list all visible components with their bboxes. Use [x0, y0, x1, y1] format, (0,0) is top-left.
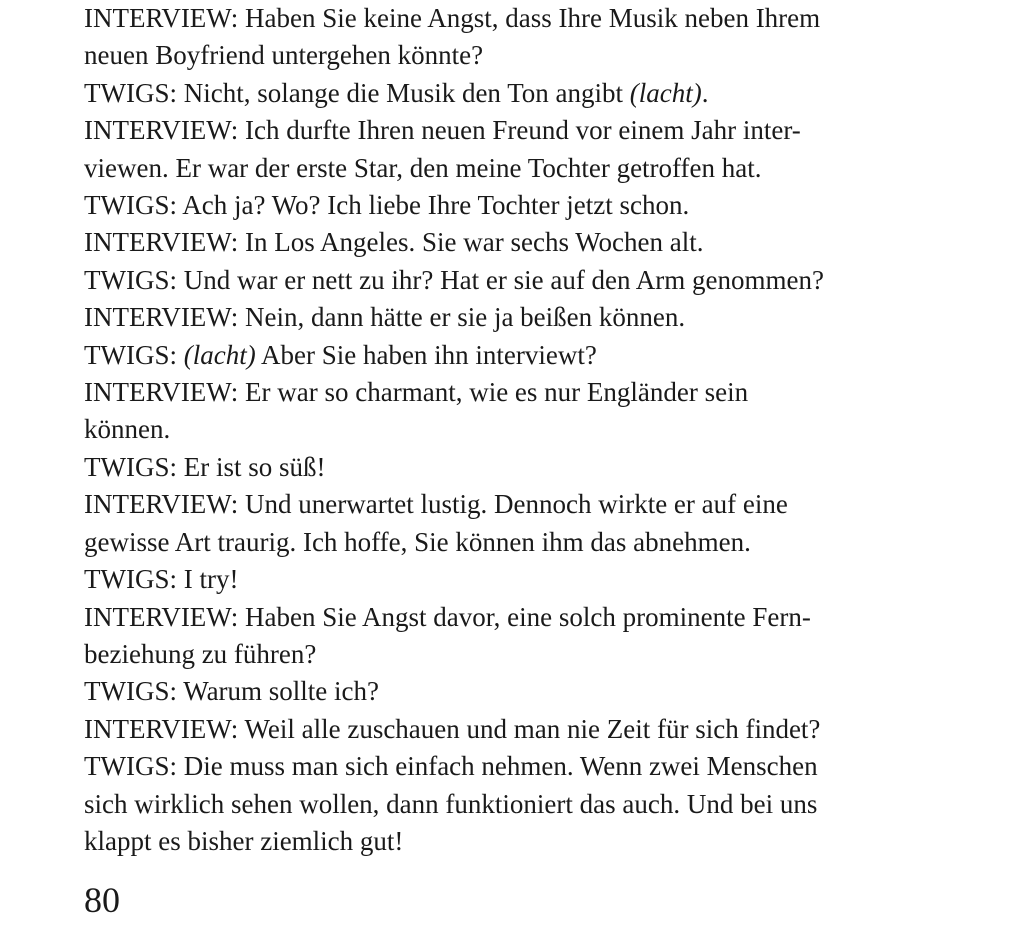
text-line: TWIGS: Und war er nett zu ihr? Hat er sie auf den Arm genommen? — [84, 264, 824, 295]
line-segment: TWIGS: — [84, 339, 184, 370]
line-segment: . — [701, 77, 709, 108]
page-number: 80 — [84, 880, 120, 920]
text-line: TWIGS: Ach ja? Wo? Ich liebe Ihre Tochter jetzt schon. — [84, 190, 690, 221]
text-line: TWIGS: Er ist so süß! — [84, 451, 326, 482]
text-line: INTERVIEW: Er war so charmant, wie es nur Engländer sein — [84, 377, 749, 408]
text-line — [84, 337, 914, 374]
text-line: INTERVIEW: Nein, dann hätte er sie ja beißen können. — [84, 302, 686, 333]
text-line: können. — [84, 414, 171, 445]
text-line: INTERVIEW: Haben Sie Angst davor, eine solch prominente Fern- — [84, 601, 811, 632]
text-line: klappt es bisher ziemlich gut! — [84, 825, 404, 856]
stage-direction: (lacht) — [183, 339, 256, 370]
text-line: TWIGS: I try! — [84, 564, 239, 595]
text-line: beziehung zu führen? — [84, 638, 317, 669]
text-line: TWIGS: Die muss man sich einfach nehmen. Wenn zwei Menschen — [84, 751, 818, 782]
text-line: INTERVIEW: Weil alle zuschauen und man nie Zeit für sich findet? — [84, 713, 821, 744]
text-line: INTERVIEW: Und unerwartet lustig. Dennoch wirkte er auf eine — [84, 489, 788, 520]
text-line — [84, 75, 914, 112]
line-segment: TWIGS: Nicht, solange die Musik den Ton angibt — [84, 77, 630, 108]
stage-direction: (lacht) — [629, 77, 702, 108]
text-line: sich wirklich sehen wollen, dann funktioniert das auch. Und bei uns — [84, 788, 818, 819]
text-line: gewisse Art traurig. Ich hoffe, Sie können ihm das abnehmen. — [84, 526, 751, 557]
text-line: INTERVIEW: In Los Angeles. Sie war sechs Wochen alt. — [84, 227, 704, 258]
text-line: neuen Boyfriend untergehen könnte? — [84, 40, 484, 71]
text-line: TWIGS: Warum sollte ich? — [84, 676, 380, 707]
text-line: INTERVIEW: Ich durfte Ihren neuen Freund vor einem Jahr inter- — [84, 115, 801, 146]
text-line: viewen. Er war der erste Star, den meine Tochter getroffen hat. — [84, 152, 762, 183]
interview-text — [84, 0, 914, 860]
line-segment: Aber Sie haben ihn interviewt? — [255, 339, 597, 370]
text-line: INTERVIEW: Haben Sie keine Angst, dass Ihre Musik neben Ihrem — [84, 3, 821, 33]
